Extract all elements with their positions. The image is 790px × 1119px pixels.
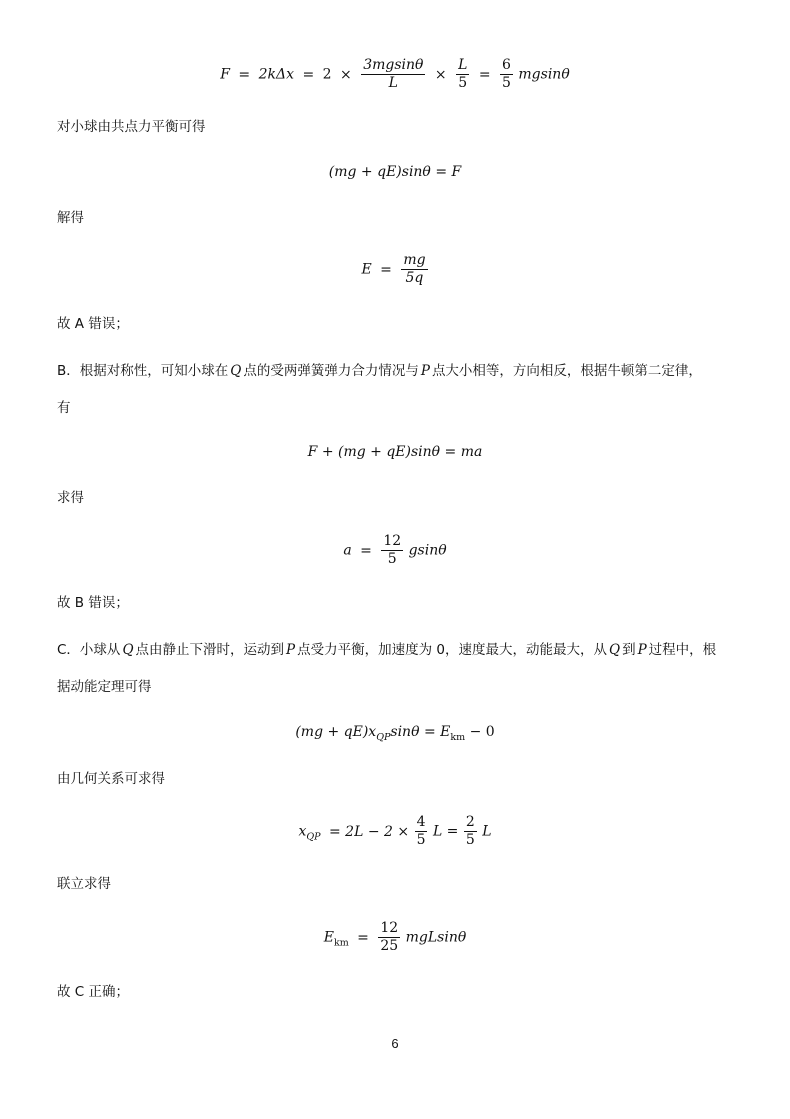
eq7-f2-num: 2 [465,814,475,830]
p4-part-b: 点的受两弹簧弹力合力情况与 [243,363,419,379]
p4-part-c: 点大小相等，方向相反，根据牛顿第二定律， [431,363,702,379]
eq7-part-a: = 2L − 2 × [329,823,410,840]
eq8-tail: mgLsinθ [405,929,467,946]
eq8-sub: km [333,937,349,949]
p8-q2: Q [609,642,621,658]
eq6-sub-qp: QP [376,732,391,743]
eq8-num: 12 [380,920,399,936]
equation-displacement [0,814,790,849]
eq1-frac1-num: 3mgsinθ [363,57,424,73]
eq1-frac3-den: 5 [502,75,511,91]
eq8-fraction [378,920,400,955]
eq3-num: mg [403,252,426,268]
eq7-f2-den: 5 [465,832,475,848]
eq1-mid: 2kΔx [258,66,294,83]
conclusion-c: 故 C 正确； [57,984,130,1000]
eq6-left: (mg + qE)x [295,724,377,740]
eq7-fraction-1 [415,814,428,849]
eq7-part-b: L = [432,823,459,840]
paragraph-b [57,361,702,381]
eq1-frac1-den: L [388,75,398,91]
p8-part-b: 点由静止下滑时，运动到 [135,642,285,658]
conclusion-b: 故 B 错误； [57,595,129,611]
paragraph-geometry: 由几何关系可求得 [57,771,165,787]
eq6-right: − 0 [465,724,495,740]
p8-part-c: 点受力平衡，加速度为 0，速度最大，动能最大，从 [297,642,607,658]
p4-part-a: B．根据对称性，可知小球在 [57,363,229,379]
eq5-den: 5 [387,551,397,567]
paragraph-energy-theorem: 据动能定理可得 [57,679,152,695]
paragraph-solve: 解得 [57,210,84,226]
eq7-f1-num: 4 [416,814,426,830]
eq8-den: 25 [380,938,399,954]
paragraph-have: 有 [57,400,71,416]
paragraph-combine: 联立求得 [57,876,111,892]
eq7-fraction-2 [464,814,477,849]
paragraph-equilibrium: 对小球由共点力平衡可得 [57,119,206,135]
eq6-mid: sinθ = E [390,724,451,740]
eq5-fraction [381,533,403,568]
paragraph-obtain: 求得 [57,490,84,506]
page-number: 6 [391,1036,399,1051]
eq3-fraction [401,252,427,287]
paragraph-c [57,640,716,660]
equation-energy [0,724,790,743]
eq7-f1-den: 5 [416,832,426,848]
eq3-lhs: E [361,261,372,278]
p8-part-d: 到 [622,642,636,658]
p8-part-a: C．小球从 [57,642,121,658]
eq5-lhs: a [343,542,352,559]
eq1-frac2-den: 5 [458,75,468,91]
eq1-frac3-num: 6 [502,57,511,73]
eq1-fraction-2 [456,57,469,92]
eq1-lhs: F [220,66,230,83]
p8-p1: P [286,642,296,658]
eq7-lhs: x [298,823,307,840]
eq3-den: 5q [405,270,424,286]
eq5-num: 12 [383,533,402,549]
eq8-lhs: E [323,929,334,946]
eq1-factor: 2 [322,66,332,83]
equation-field: E = $\frac{mg}{5q}$ [361,252,426,286]
eq6-sub-km: km [450,732,466,743]
equation-equilibrium: (mg + qE)sinθ = F [328,164,462,180]
eq7-sub: QP [306,831,321,843]
equation-newton: F + (mg + qE)sinθ = ma [307,444,483,460]
p8-part-e: 过程中，根 [648,642,717,658]
eq5-tail: gsinθ [408,542,447,559]
p4-q: Q [230,363,242,379]
equation-kinetic-energy: $E_{km}$ = $\frac{12}{25}$ mgLsinθ [323,920,467,954]
equation-force: F = 2kΔx = 2 × $\frac{3mgsin\theta}{L}$ × $\frac{L}{5}$ = $\frac{6}{5}$ mgsinθ [220,57,570,91]
p4-p: P [420,363,430,379]
eq7-part-c: L [482,823,492,840]
eq1-fraction-1 [361,57,425,92]
eq1-tail: mgsinθ [518,66,570,83]
eq1-fraction-3 [500,57,513,92]
conclusion-a: 故 A 错误； [57,316,129,332]
p8-p2: P [637,642,647,658]
p8-q1: Q [122,642,134,658]
equation-acceleration: a = $\frac{12}{5}$ gsinθ [343,533,447,567]
eq1-frac2-num: L [458,57,468,73]
